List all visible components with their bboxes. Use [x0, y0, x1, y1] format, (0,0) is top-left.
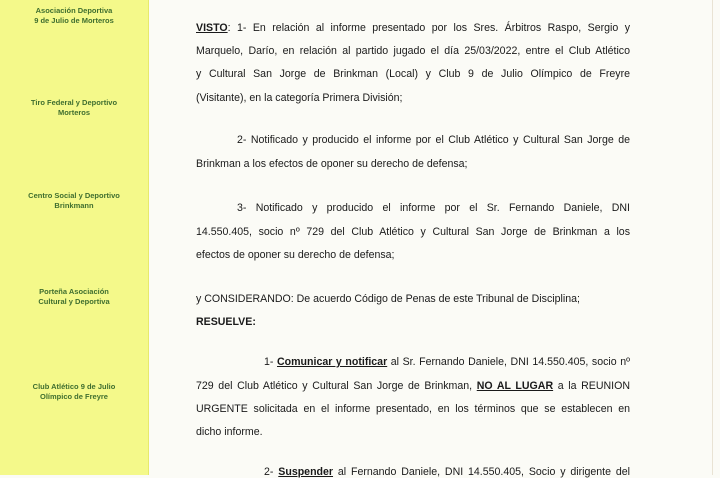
resolution-text: 729 del Club Atlético y Cultural San Jorge de Brinkman,	[196, 380, 477, 392]
paragraph-line: 14.550.405, socio nº 729 del Club Atlético y Cultural San Jorge de Brinkman a los	[196, 226, 630, 238]
club-name-line: Club Atlético 9 de Julio	[32, 382, 116, 391]
resolution-line	[264, 466, 630, 478]
item-number: 2-	[264, 466, 279, 478]
paragraph-line: Brinkman a los efectos de oponer su derecho de defensa;	[196, 158, 468, 170]
visto-text: : 1- En relación al informe presentado por los Sres. Árbitros Raspo, Sergio y	[227, 22, 630, 34]
club-name-line: Cultural y Deportiva	[38, 297, 110, 306]
visto-line: y Cultural San Jorge de Brinkman (Local) y Club 9 de Julio Olímpico de Freyre	[196, 68, 630, 80]
paragraph-line: 2- Notificado y producido el informe por el Club Atlético y Cultural San Jorge de	[237, 134, 630, 146]
club-name-line: Centro Social y Deportivo	[28, 191, 120, 200]
club-name-line: Tiro Federal y Deportivo	[30, 98, 118, 107]
action-text: Suspender	[278, 466, 334, 478]
visto-line	[196, 22, 630, 34]
resolution-line: dicho informe.	[196, 426, 263, 438]
item-number: 1-	[264, 356, 278, 368]
club-name-line: Olímpico de Freyre	[40, 392, 108, 401]
resuelve-heading: RESUELVE:	[196, 316, 256, 328]
ruling-text: NO AL LUGAR	[476, 380, 554, 392]
resolution-line: URGENTE solicitada en el informe presentado, en los términos que se establecen en	[196, 403, 630, 415]
resolution-line	[196, 380, 630, 392]
visto-line: (Visitante), en la categoría Primera División;	[196, 92, 403, 104]
visto-heading: VISTO	[196, 22, 228, 34]
resolution-text: a la REUNION	[553, 380, 631, 392]
considerando-line: y CONSIDERANDO: De acuerdo Código de Penas de este Tribunal de Disciplina;	[196, 293, 580, 305]
club-name-line: Morteros	[57, 108, 91, 117]
club-name-line: Asociación Deportiva	[35, 6, 113, 15]
paragraph-line: 3- Notificado y producido el informe por el Sr. Fernando Daniele, DNI	[237, 202, 630, 214]
resolution-line	[264, 356, 630, 368]
resolution-text: al Sr. Fernando Daniele, DNI 14.550.405, socio nº	[387, 356, 630, 368]
action-text: Comunicar y notificar	[277, 356, 388, 368]
club-name-line: 9 de Julio de Morteros	[34, 16, 114, 25]
paragraph-line: efectos de oponer su derecho de defensa;	[196, 249, 395, 261]
resolution-text: al Fernando Daniele, DNI 14.550.405, Socio y dirigente del	[333, 466, 630, 478]
visto-line: Marquelo, Darío, en relación al partido jugado el día 25/03/2022, entre el Club Atlético	[196, 45, 630, 57]
club-name-line: Brinkmann	[54, 201, 94, 210]
club-name-line: Porteña Asociación	[39, 287, 109, 296]
